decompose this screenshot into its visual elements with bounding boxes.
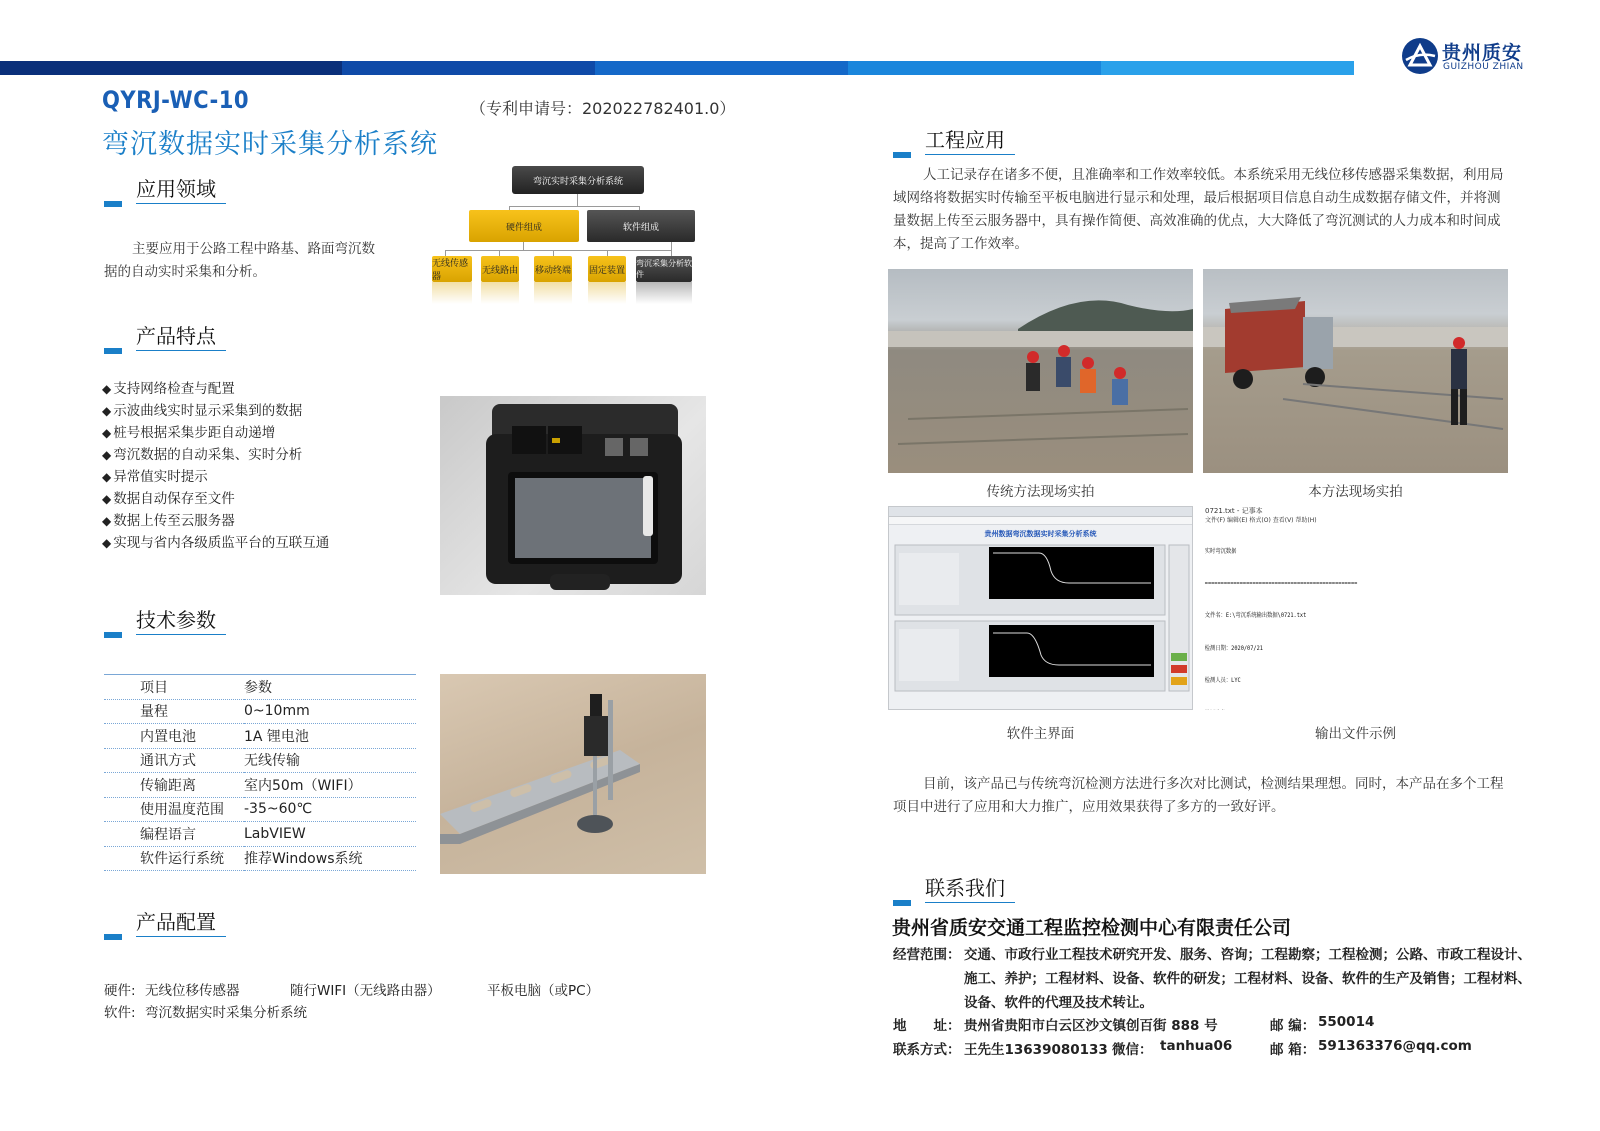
address-value: 贵州省贵阳市白云区沙文镇创百街 888 号 [964, 1018, 1218, 1034]
output-line: 检测日期：2020/07/21 [1204, 644, 1263, 652]
config-hardware-label: 硬件: [104, 983, 136, 999]
caption-output-file: 输出文件示例 [1315, 726, 1396, 742]
caption-traditional: 传统方法现场实拍 [986, 484, 1095, 500]
header-stripe [0, 61, 1354, 75]
table-row: 通讯方式 无线传输 [104, 748, 416, 773]
feature-item: ◆ 异常值实时提示 [102, 466, 329, 488]
config-software-label: 软件: [104, 1005, 136, 1021]
sensor-field-photo [440, 674, 706, 874]
page-title: 弯沉数据实时采集分析系统 [102, 129, 438, 160]
scope-label: 经营范围： [893, 947, 961, 963]
section-heading-engineering: 工程应用 [893, 124, 1023, 158]
wechat-value: tanhua06 [1160, 1038, 1233, 1054]
config-hardware-item: 平板电脑（或PC） [487, 983, 600, 999]
wechat-label: 微信： [1112, 1042, 1153, 1058]
output-line [1205, 709, 1472, 710]
table-row: 编程语言 LabVIEW [104, 822, 416, 847]
org-leaf-terminal: 移动终端 [534, 256, 572, 282]
logo-text-en: GUIZHOU ZHIAN [1443, 62, 1524, 72]
feature-item: ◆ 数据上传至云服务器 [102, 510, 329, 532]
feature-item: ◆ 桩号根据采集步距自动递增 [102, 422, 329, 444]
config-hardware-item: 随行WIFI（无线路由器） [290, 983, 441, 999]
output-file-screenshot [1203, 506, 1508, 710]
product-case-photo [440, 396, 706, 595]
params-table [104, 674, 416, 871]
feature-item: ◆ 示波曲线实时显示采集到的数据 [102, 400, 329, 422]
config-hardware-item: 无线位移传感器 [145, 983, 240, 999]
company-name: 贵州省质安交通工程监控检测中心有限责任公司 [892, 917, 1292, 939]
output-line: 检测人员：LYC [1204, 677, 1241, 685]
section-heading-config: 产品配置 [104, 906, 234, 940]
table-row: 量程 0~10mm [104, 699, 416, 724]
output-line: ================================================ [1204, 579, 1358, 587]
software-screen-title: 贵州数据弯沉数据实时采集分析系统 [984, 530, 1097, 538]
feature-item: ◆ 数据自动保存至文件 [102, 488, 329, 510]
feature-item: ◆ 实现与省内各级质监平台的互联互通 [102, 532, 329, 554]
company-logo-icon [1402, 38, 1438, 74]
table-row: 内置电池 1A 锂电池 [104, 724, 416, 749]
postcode-label: 邮 编： [1270, 1018, 1316, 1034]
org-leaf-sensor: 无线传感器 [432, 256, 472, 282]
caption-software-ui: 软件主界面 [1006, 726, 1075, 742]
table-row: 软件运行系统 推荐Windows系统 [104, 846, 416, 871]
output-line: 实时弯沉数据 [1204, 547, 1237, 555]
section-heading-application: 应用领域 [104, 173, 234, 207]
scope-text: 交通、市政行业工程技术研究开发、服务、咨询；工程勘察；工程检测；公路、市政工程设计、施工、养护；工程材料、设备、软件的研发；工程材料、设备、软件的生产及销售；工程材料、设备、软件的代理及技术转让。 [964, 947, 1531, 1011]
org-root: 弯沉实时采集分析系统 [512, 166, 644, 194]
table-row: 使用温度范围 -35~60℃ [104, 797, 416, 822]
address-label: 地 址： [893, 1018, 961, 1034]
org-software: 软件组成 [587, 210, 695, 242]
notepad-title: 0721.txt - 记事本 [1205, 507, 1263, 515]
org-leaf-software: 弯沉采集分析软件 [636, 256, 692, 282]
config-software-item: 弯沉数据实时采集分析系统 [145, 1005, 307, 1021]
table-row: 传输距离 室内50m（WIFI） [104, 773, 416, 798]
logo-text-cn: 贵州质安 [1442, 42, 1523, 64]
output-line: 文件名：E:\弯沉系统输出数据\0721.txt [1204, 612, 1307, 620]
org-leaf-fixture: 固定装置 [588, 256, 626, 282]
section-heading-contact: 联系我们 [893, 872, 1023, 906]
table-row: 项目 参数 [104, 675, 416, 700]
section-heading-features: 产品特点 [104, 320, 234, 354]
phone-label: 联系方式： [893, 1042, 961, 1058]
features-list [102, 378, 329, 554]
model-number: QYRJ-WC-10 [102, 86, 250, 114]
phone-value: 王先生13639080133 [964, 1042, 1108, 1058]
traditional-method-photo [888, 269, 1193, 473]
application-text: 主要应用于公路工程中路基、路面弯沉数据的自动实时采集和分析。 [104, 241, 375, 280]
notepad-menu: 文件(F) 编辑(E) 格式(O) 查看(V) 帮助(H) [1205, 517, 1317, 524]
caption-new-method: 本方法现场实拍 [1308, 484, 1403, 500]
email-label: 邮 箱： [1270, 1042, 1316, 1058]
system-composition-diagram [432, 162, 707, 312]
org-hardware: 硬件组成 [469, 210, 579, 242]
software-main-screenshot [888, 506, 1193, 710]
feature-item: ◆ 支持网络检查与配置 [102, 378, 329, 400]
feature-item: ◆ 弯沉数据的自动采集、实时分析 [102, 444, 329, 466]
engineering-text-1: 人工记录存在诸多不便，且准确率和工作效率较低。本系统采用无线位移传感器采集数据，利用局域网络将数据实时传输至平板电脑进行显示和处理，最后根据项目信息自动生成数据存储文件，并将测量数据上传至云服务器中，具有操作简便、高效准确的优点，大大降低了弯沉测试的人力成本和时间成本，提高了工作效率。 [893, 167, 1504, 252]
patent-number: （专利申请号：202022782401.0） [470, 99, 736, 118]
engineering-text-2: 目前，该产品已与传统弯沉检测方法进行多次对比测试，检测结果理想。同时，本产品在多个工程项目中进行了应用和大力推广，应用效果获得了多方的一致好评。 [893, 776, 1504, 815]
new-method-photo [1203, 269, 1508, 473]
section-heading-params: 技术参数 [104, 604, 234, 638]
postcode-value: 550014 [1318, 1014, 1375, 1030]
org-leaf-router: 无线路由 [481, 256, 519, 282]
email-value: 591363376@qq.com [1318, 1038, 1472, 1054]
